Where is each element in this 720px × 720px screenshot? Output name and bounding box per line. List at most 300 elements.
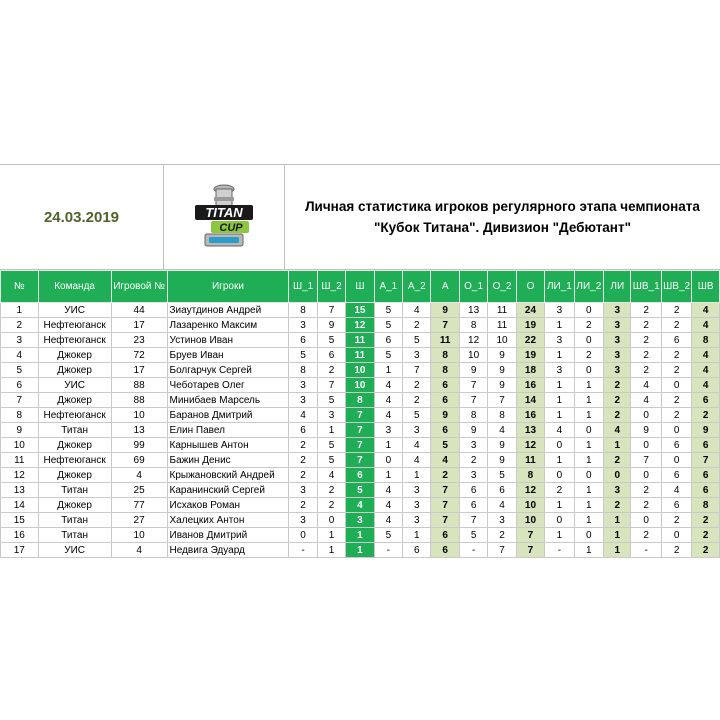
cell-shots-2: 6	[661, 498, 691, 513]
cell-points-2: 4	[488, 498, 516, 513]
cell-number: 9	[1, 423, 39, 438]
cell-goals-2: 1	[317, 423, 345, 438]
cell-goals: 1	[346, 528, 374, 543]
cell-penalty-1: 1	[545, 528, 574, 543]
cell-team: Джокер	[38, 363, 111, 378]
cell-penalty-1: 1	[545, 348, 574, 363]
cell-assists-2: 3	[403, 423, 431, 438]
cell-points: 12	[516, 438, 544, 453]
table-row	[1, 483, 720, 498]
table-row	[1, 453, 720, 468]
cell-number: 11	[1, 453, 39, 468]
cell-penalty-2: 0	[574, 363, 603, 378]
header-col-number: №	[1, 271, 39, 303]
cell-player: Халецких Антон	[167, 513, 289, 528]
cell-penalty-1: 1	[545, 378, 574, 393]
cell-points-2: 9	[488, 363, 516, 378]
cell-goals-1: 2	[289, 498, 317, 513]
cell-goals: 11	[346, 348, 374, 363]
cell-assists: 6	[431, 378, 459, 393]
cell-goals-2: 3	[317, 408, 345, 423]
cell-penalty-2: 0	[574, 468, 603, 483]
cell-assists-2: 4	[403, 303, 431, 318]
cell-shots-1: 4	[631, 393, 661, 408]
header-col-points-1: О_1	[459, 271, 487, 303]
cell-penalty-2: 1	[574, 393, 603, 408]
cell-points-2: 4	[488, 423, 516, 438]
cell-goals-2: 1	[317, 543, 345, 558]
cell-shots: 6	[692, 483, 720, 498]
cell-points-2: 11	[488, 303, 516, 318]
cell-penalty: 2	[604, 393, 631, 408]
table-row	[1, 348, 720, 363]
cell-shots: 4	[692, 303, 720, 318]
cell-assists: 7	[431, 483, 459, 498]
cell-points-1: 3	[459, 438, 487, 453]
cell-jersey-number: 77	[111, 498, 167, 513]
cell-goals-2: 4	[317, 468, 345, 483]
cell-penalty: 3	[604, 348, 631, 363]
cell-penalty-1: 3	[545, 363, 574, 378]
cell-goals: 7	[346, 408, 374, 423]
cell-number: 6	[1, 378, 39, 393]
cell-penalty-2: 0	[574, 333, 603, 348]
header-col-goals-1: Ш_1	[289, 271, 317, 303]
cell-shots: 2	[692, 543, 720, 558]
cell-assists: 2	[431, 468, 459, 483]
cell-goals: 12	[346, 318, 374, 333]
cell-team: УИС	[38, 378, 111, 393]
cell-goals-2: 0	[317, 513, 345, 528]
cell-goals-1: 3	[289, 483, 317, 498]
cell-penalty: 0	[604, 468, 631, 483]
cell-goals-1: 0	[289, 528, 317, 543]
cell-player: Каранинский Сергей	[167, 483, 289, 498]
cell-team: Титан	[38, 528, 111, 543]
cell-penalty-2: 2	[574, 318, 603, 333]
cell-number: 4	[1, 348, 39, 363]
cell-number: 13	[1, 483, 39, 498]
cell-assists-1: 0	[374, 453, 402, 468]
cell-assists-1: 5	[374, 303, 402, 318]
table-row	[1, 393, 720, 408]
cell-shots: 8	[692, 333, 720, 348]
cell-assists-1: 6	[374, 333, 402, 348]
cell-goals-1: 4	[289, 408, 317, 423]
cell-shots-2: 2	[661, 513, 691, 528]
table-row	[1, 423, 720, 438]
cell-shots-2: 0	[661, 423, 691, 438]
cell-points: 19	[516, 348, 544, 363]
cell-shots: 6	[692, 438, 720, 453]
cell-shots-1: -	[631, 543, 661, 558]
cell-shots: 4	[692, 318, 720, 333]
cell-points-2: 3	[488, 513, 516, 528]
cell-penalty-2: 2	[574, 348, 603, 363]
cell-shots-1: 4	[631, 378, 661, 393]
cell-goals-2: 2	[317, 498, 345, 513]
cell-team: Нефтеюганск	[38, 318, 111, 333]
cell-assists-1: 5	[374, 348, 402, 363]
cell-goals-1: 2	[289, 438, 317, 453]
cell-goals-1: 8	[289, 363, 317, 378]
cell-penalty-1: 1	[545, 498, 574, 513]
cell-assists-2: 2	[403, 393, 431, 408]
header-col-team: Команда	[38, 271, 111, 303]
cell-assists-2: 3	[403, 483, 431, 498]
header-col-player: Игроки	[167, 271, 289, 303]
cell-points-1: 9	[459, 423, 487, 438]
cell-points-2: 9	[488, 453, 516, 468]
cell-player: Устинов Иван	[167, 333, 289, 348]
header-col-penalty-2: ЛИ_2	[574, 271, 603, 303]
cell-penalty-1: 3	[545, 333, 574, 348]
cell-penalty-2: 1	[574, 408, 603, 423]
cell-goals-1: 3	[289, 318, 317, 333]
cell-points-1: 13	[459, 303, 487, 318]
stats-sheet	[0, 164, 720, 558]
cell-points: 16	[516, 378, 544, 393]
cell-points-1: 5	[459, 528, 487, 543]
cell-points: 12	[516, 483, 544, 498]
table-row	[1, 363, 720, 378]
header-col-shots-2: ШВ_2	[661, 271, 691, 303]
cell-penalty: 3	[604, 333, 631, 348]
cell-shots-2: 2	[661, 363, 691, 378]
cell-points-1: 6	[459, 498, 487, 513]
header-col-shots: ШВ	[692, 271, 720, 303]
table-row	[1, 498, 720, 513]
cell-shots-2: 6	[661, 333, 691, 348]
cell-shots: 2	[692, 408, 720, 423]
cell-points-1: 8	[459, 318, 487, 333]
cell-jersey-number: 72	[111, 348, 167, 363]
table-row	[1, 333, 720, 348]
cell-penalty-2: 1	[574, 483, 603, 498]
cell-points-2: 8	[488, 408, 516, 423]
cell-assists: 8	[431, 363, 459, 378]
cell-assists-1: 1	[374, 468, 402, 483]
cell-team: Титан	[38, 513, 111, 528]
cell-goals: 7	[346, 453, 374, 468]
cell-jersey-number: 44	[111, 303, 167, 318]
cell-points-1: 7	[459, 393, 487, 408]
logo-text-top: TITAN	[205, 205, 243, 220]
cell-points: 7	[516, 528, 544, 543]
cell-shots-2: 2	[661, 318, 691, 333]
cell-goals: 11	[346, 333, 374, 348]
cell-points-1: 3	[459, 468, 487, 483]
cell-assists: 6	[431, 543, 459, 558]
cell-points-2: 5	[488, 468, 516, 483]
cell-jersey-number: 13	[111, 423, 167, 438]
cell-goals-1: 8	[289, 303, 317, 318]
logo-text-bottom: CUP	[219, 222, 243, 234]
cell-shots-2: 2	[661, 408, 691, 423]
cell-assists-1: 5	[374, 318, 402, 333]
cell-shots-1: 0	[631, 408, 661, 423]
cell-player: Болгарчук Сергей	[167, 363, 289, 378]
cell-assists-1: 4	[374, 498, 402, 513]
cell-goals-2: 2	[317, 483, 345, 498]
cell-shots-1: 9	[631, 423, 661, 438]
cell-goals-2: 5	[317, 333, 345, 348]
table-header-row	[1, 271, 720, 303]
cell-jersey-number: 17	[111, 318, 167, 333]
cell-assists-2: 4	[403, 453, 431, 468]
cell-goals-2: 6	[317, 348, 345, 363]
cell-assists: 6	[431, 423, 459, 438]
cell-shots: 6	[692, 393, 720, 408]
cell-penalty-1: 2	[545, 483, 574, 498]
cell-goals-2: 2	[317, 363, 345, 378]
cell-shots: 6	[692, 468, 720, 483]
cell-assists-2: 1	[403, 528, 431, 543]
cell-penalty-1: 3	[545, 303, 574, 318]
cell-shots-1: 2	[631, 483, 661, 498]
cell-shots-1: 7	[631, 453, 661, 468]
cell-penalty-1: -	[545, 543, 574, 558]
cell-goals-1: 6	[289, 333, 317, 348]
cell-points: 22	[516, 333, 544, 348]
cell-player: Крыжановский Андрей	[167, 468, 289, 483]
cell-player: Карнышев Антон	[167, 438, 289, 453]
cell-assists: 8	[431, 348, 459, 363]
cell-points-1: 9	[459, 363, 487, 378]
cell-assists-1: 4	[374, 483, 402, 498]
cell-penalty-2: 1	[574, 513, 603, 528]
header-col-assists: А	[431, 271, 459, 303]
cell-points: 13	[516, 423, 544, 438]
cell-points-1: 2	[459, 453, 487, 468]
cell-penalty: 2	[604, 498, 631, 513]
cell-number: 15	[1, 513, 39, 528]
cell-goals-2: 7	[317, 378, 345, 393]
titan-cup-logo	[164, 165, 285, 269]
cell-assists-1: 1	[374, 363, 402, 378]
cell-goals: 7	[346, 438, 374, 453]
cell-number: 8	[1, 408, 39, 423]
cell-assists-2: 2	[403, 378, 431, 393]
cell-team: Титан	[38, 483, 111, 498]
cell-shots-2: 2	[661, 348, 691, 363]
cell-goals: 10	[346, 378, 374, 393]
cell-jersey-number: 10	[111, 528, 167, 543]
cell-assists-2: 1	[403, 468, 431, 483]
report-date: 24.03.2019	[0, 165, 164, 269]
cell-penalty: 1	[604, 438, 631, 453]
cell-points: 18	[516, 363, 544, 378]
cell-points: 8	[516, 468, 544, 483]
cell-goals: 7	[346, 423, 374, 438]
cell-assists: 11	[431, 333, 459, 348]
header-col-penalty-1: ЛИ_1	[545, 271, 574, 303]
cell-shots-1: 2	[631, 363, 661, 378]
cell-shots: 4	[692, 378, 720, 393]
header-col-penalty: ЛИ	[604, 271, 631, 303]
cell-jersey-number: 27	[111, 513, 167, 528]
cell-points-1: 7	[459, 513, 487, 528]
cell-points-1: 8	[459, 408, 487, 423]
cell-shots-1: 0	[631, 513, 661, 528]
cell-goals: 8	[346, 393, 374, 408]
cell-assists-2: 3	[403, 348, 431, 363]
cell-number: 2	[1, 318, 39, 333]
cell-shots: 7	[692, 453, 720, 468]
cell-assists: 9	[431, 408, 459, 423]
cell-player: Зиаутдинов Андрей	[167, 303, 289, 318]
cell-assists: 9	[431, 303, 459, 318]
cell-team: Нефтеюганск	[38, 453, 111, 468]
cell-shots-2: 0	[661, 378, 691, 393]
cell-player: Исхаков Роман	[167, 498, 289, 513]
cell-shots: 4	[692, 363, 720, 378]
cell-points: 7	[516, 543, 544, 558]
cell-penalty: 4	[604, 423, 631, 438]
cell-assists-1: 4	[374, 513, 402, 528]
cell-assists-2: 5	[403, 408, 431, 423]
cell-points-1: 7	[459, 378, 487, 393]
cell-goals-2: 5	[317, 453, 345, 468]
cell-penalty: 3	[604, 318, 631, 333]
cell-points-2: 7	[488, 393, 516, 408]
cell-goals-1: -	[289, 543, 317, 558]
header-col-shots-1: ШВ_1	[631, 271, 661, 303]
cell-goals: 6	[346, 468, 374, 483]
cell-jersey-number: 4	[111, 543, 167, 558]
cell-goals-1: 3	[289, 378, 317, 393]
cell-goals-1: 6	[289, 423, 317, 438]
cell-penalty: 3	[604, 483, 631, 498]
cell-penalty-1: 4	[545, 423, 574, 438]
table-row	[1, 438, 720, 453]
cell-penalty-2: 1	[574, 378, 603, 393]
cell-assists-1: -	[374, 543, 402, 558]
cell-penalty-2: 0	[574, 303, 603, 318]
header-col-jersey-number: Игровой №	[111, 271, 167, 303]
cell-penalty: 1	[604, 528, 631, 543]
cell-goals-1: 2	[289, 468, 317, 483]
cell-team: Нефтеюганск	[38, 408, 111, 423]
cell-penalty: 2	[604, 378, 631, 393]
cell-penalty-2: 0	[574, 528, 603, 543]
cell-penalty-1: 0	[545, 438, 574, 453]
cell-shots: 9	[692, 423, 720, 438]
cell-goals: 1	[346, 543, 374, 558]
cell-points-1: 6	[459, 483, 487, 498]
cell-assists-1: 4	[374, 378, 402, 393]
cell-shots-1: 0	[631, 438, 661, 453]
cell-jersey-number: 17	[111, 363, 167, 378]
cell-penalty-2: 1	[574, 543, 603, 558]
cell-shots-2: 4	[661, 483, 691, 498]
cell-points-2: 2	[488, 528, 516, 543]
cell-shots: 2	[692, 513, 720, 528]
cell-assists: 6	[431, 528, 459, 543]
cell-points-2: 6	[488, 483, 516, 498]
cell-shots: 4	[692, 348, 720, 363]
stanley-cup-trophy-icon	[193, 181, 255, 253]
cell-player: Иванов Дмитрий	[167, 528, 289, 543]
cell-player: Лазаренко Максим	[167, 318, 289, 333]
cell-penalty: 1	[604, 543, 631, 558]
cell-number: 17	[1, 543, 39, 558]
cell-assists-2: 5	[403, 333, 431, 348]
table-row	[1, 378, 720, 393]
cell-penalty-2: 1	[574, 498, 603, 513]
cell-penalty-1: 0	[545, 513, 574, 528]
cell-penalty-2: 1	[574, 453, 603, 468]
cell-assists-1: 5	[374, 528, 402, 543]
cell-points: 11	[516, 453, 544, 468]
cell-penalty: 3	[604, 303, 631, 318]
cell-penalty-1: 0	[545, 468, 574, 483]
cell-penalty-1: 1	[545, 393, 574, 408]
cell-team: Джокер	[38, 468, 111, 483]
cell-penalty-1: 1	[545, 318, 574, 333]
cell-shots-1: 2	[631, 333, 661, 348]
header-col-goals-2: Ш_2	[317, 271, 345, 303]
header-col-assists-2: А_2	[403, 271, 431, 303]
cell-number: 10	[1, 438, 39, 453]
cell-points: 16	[516, 408, 544, 423]
header-col-assists-1: А_1	[374, 271, 402, 303]
cell-goals-1: 2	[289, 453, 317, 468]
title-line-2: "Кубок Титана". Дивизион "Дебютант"	[374, 220, 631, 235]
cell-penalty-1: 1	[545, 408, 574, 423]
cell-penalty: 2	[604, 453, 631, 468]
cell-points-2: 11	[488, 318, 516, 333]
header-col-goals: Ш	[346, 271, 374, 303]
cell-goals-2: 1	[317, 528, 345, 543]
cell-penalty-2: 1	[574, 438, 603, 453]
cell-shots-1: 2	[631, 528, 661, 543]
cell-number: 14	[1, 498, 39, 513]
cell-points: 10	[516, 513, 544, 528]
cell-number: 3	[1, 333, 39, 348]
table-row	[1, 528, 720, 543]
cell-shots-1: 2	[631, 303, 661, 318]
cell-assists: 6	[431, 393, 459, 408]
cell-team: Нефтеюганск	[38, 333, 111, 348]
cell-assists-1: 3	[374, 423, 402, 438]
cell-goals: 4	[346, 498, 374, 513]
cell-points-1: -	[459, 543, 487, 558]
cell-player: Бажин Денис	[167, 453, 289, 468]
cell-shots-1: 0	[631, 468, 661, 483]
cell-jersey-number: 23	[111, 333, 167, 348]
cell-shots-1: 2	[631, 348, 661, 363]
player-stats-table	[0, 270, 720, 558]
cell-assists-2: 2	[403, 318, 431, 333]
cell-goals-2: 9	[317, 318, 345, 333]
cell-goals: 5	[346, 483, 374, 498]
cell-player: Минибаев Марсель	[167, 393, 289, 408]
cell-goals: 10	[346, 363, 374, 378]
cell-shots-2: 2	[661, 543, 691, 558]
cell-shots-2: 2	[661, 393, 691, 408]
cell-team: УИС	[38, 303, 111, 318]
cell-shots: 8	[692, 498, 720, 513]
cell-shots-2: 6	[661, 468, 691, 483]
cell-points: 10	[516, 498, 544, 513]
cell-penalty: 1	[604, 513, 631, 528]
cell-goals-2: 7	[317, 303, 345, 318]
cell-goals-1: 5	[289, 348, 317, 363]
cell-assists: 7	[431, 498, 459, 513]
cell-goals-1: 3	[289, 513, 317, 528]
cell-points-2: 7	[488, 543, 516, 558]
